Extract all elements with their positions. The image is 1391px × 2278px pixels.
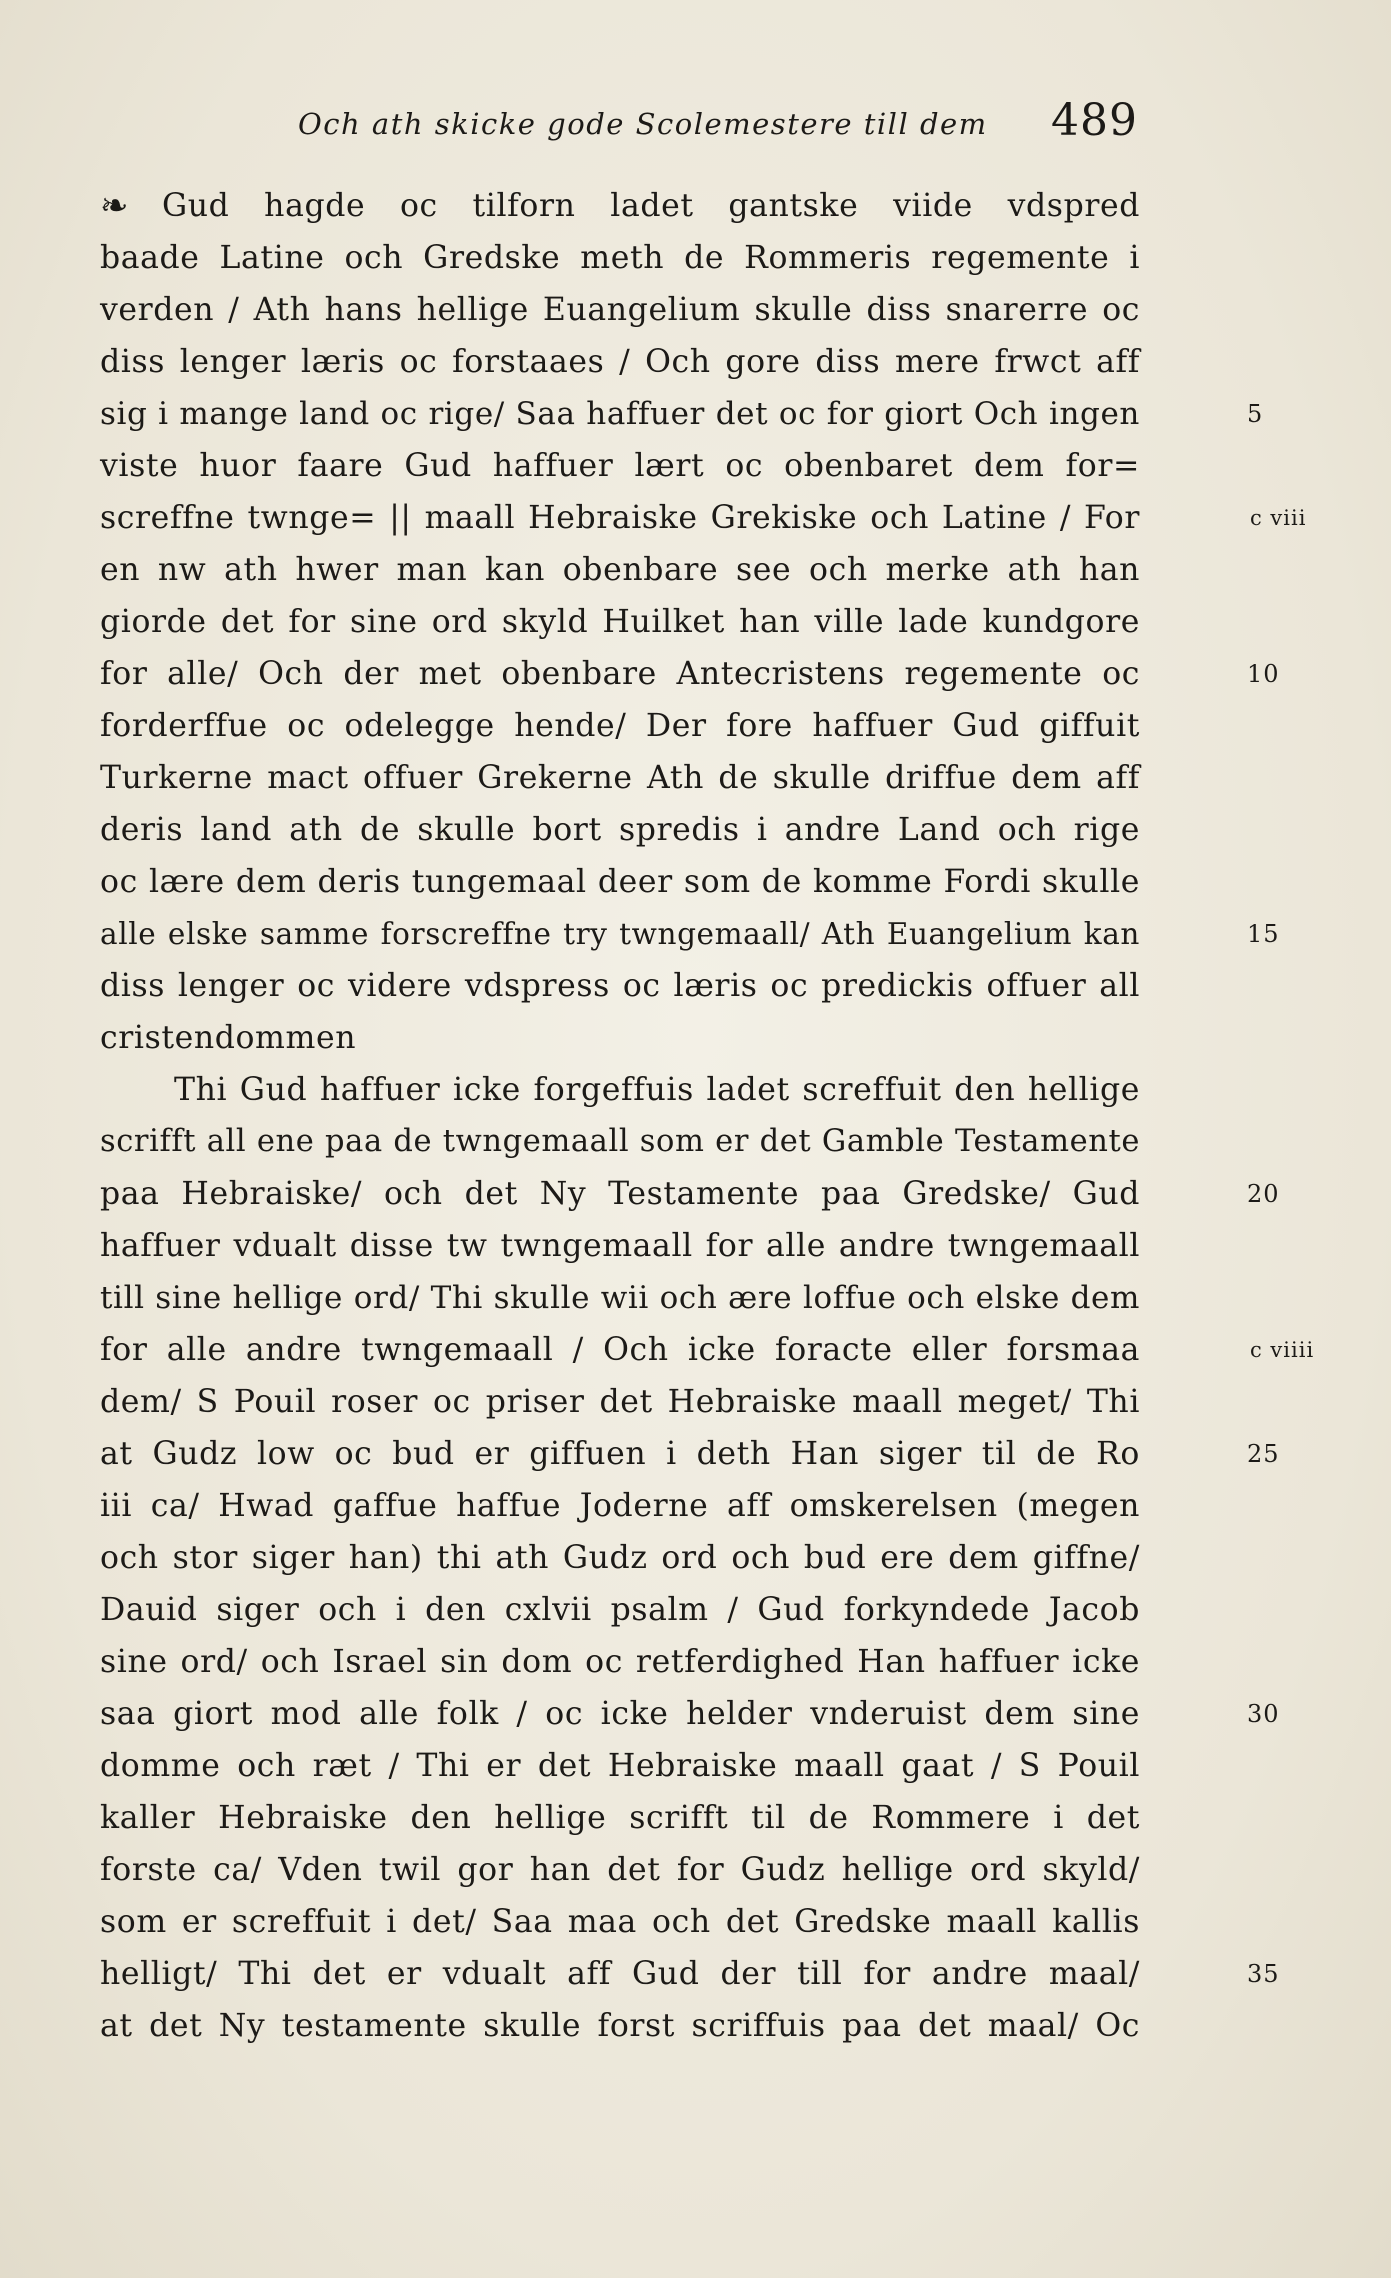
text-line: baade Latine och Gredske meth de Rommeris regemente i <box>100 240 1140 276</box>
folio-mark: c viii <box>1250 506 1307 530</box>
text-line: till sine hellige ord/ Thi skulle wii och ære loffue och elske dem <box>100 1280 1140 1316</box>
text-line: Dauid siger och i den cxlvii psalm / Gud forkyndede Jacob <box>100 1592 1140 1628</box>
text-line: som er screffuit i det/ Saa maa och det Gredske maall kallis <box>100 1904 1140 1940</box>
text-line: verden / Ath hans hellige Euangelium skulle diss snarerre oc <box>100 292 1140 328</box>
text-line: haffuer vdualt disse tw twngemaall for alle andre twngemaall <box>100 1228 1140 1264</box>
line-number: 5 <box>1247 400 1264 428</box>
line-number: 20 <box>1247 1180 1280 1208</box>
page-number: 489 <box>1051 95 1138 146</box>
text-line: diss lenger læris oc forstaaes / Och gore diss mere frwct aff <box>100 344 1140 380</box>
body-text <box>100 180 1315 2052</box>
text-line: kaller Hebraiske den hellige scrifft til de Rommere i det <box>100 1800 1140 1836</box>
text-line: forderffue oc odelegge hende/ Der fore haffuer Gud giffuit <box>100 708 1140 744</box>
text-line: cristendommen <box>100 1020 357 1056</box>
text-line: domme och ræt / Thi er det Hebraiske maall gaat / S Pouil <box>100 1748 1140 1784</box>
text-line: Turkerne mact offuer Grekerne Ath de skulle driffue dem aff <box>100 760 1140 796</box>
text-line: oc lære dem deris tungemaal deer som de komme Fordi skulle <box>100 864 1140 900</box>
line-number: 35 <box>1247 1960 1280 1988</box>
running-head: Och ath skicke gode Scolemestere till dem <box>298 107 988 141</box>
line-number: 30 <box>1247 1700 1280 1728</box>
line-number: 10 <box>1247 660 1280 688</box>
text-line: giorde det for sine ord skyld Huilket han ville lade kundgore <box>100 604 1140 640</box>
text-line: at det Ny testamente skulle forst scriffuis paa det maal/ Oc <box>100 2008 1140 2044</box>
text-line: helligt/ Thi det er vdualt aff Gud der till for andre maal/ 35 <box>100 1956 1280 1992</box>
text-line: och stor siger han) thi ath Gudz ord och bud ere dem giffne/ <box>100 1540 1140 1576</box>
paragraph-ornament-icon: ❧ <box>100 186 130 226</box>
folio-mark: c viiii <box>1250 1338 1315 1362</box>
text-line: iii ca/ Hwad gaffue haffue Joderne aff omskerelsen (megen <box>100 1488 1140 1524</box>
text-line: deris land ath de skulle bort spredis i andre Land och rige <box>100 812 1140 848</box>
text-line: viste huor faare Gud haffuer lært oc obenbaret dem for= <box>100 448 1140 484</box>
text-line: for alle andre twngemaall / Och icke foracte eller forsmaa c viiii <box>100 1324 1140 1376</box>
text-line: Thi Gud haffuer icke forgeffuis ladet screffuit den hellige <box>174 1072 1140 1108</box>
text-line: dem/ S Pouil roser oc priser det Hebraiske maall meget/ Thi <box>100 1384 1140 1420</box>
text-line: ❧ Gud hagde oc tilforn ladet gantske viide vdspred <box>100 180 1140 232</box>
text-line: forste ca/ Vden twil gor han det for Gudz hellige ord skyld/ <box>100 1852 1140 1888</box>
line-number: 15 <box>1247 920 1280 948</box>
text-line: en nw ath hwer man kan obenbare see och merke ath han <box>100 552 1140 588</box>
text-line: diss lenger oc videre vdspress oc læris oc predickis offuer all <box>100 968 1140 1004</box>
text-line: sig i mange land oc rige/ Saa haffuer det oc for giort Och ingen 5 <box>100 396 1264 432</box>
text-line: screffne twnge= || maall Hebraiske Grekiske och Latine / For c viii <box>100 492 1140 544</box>
text-line: for alle/ Och der met obenbare Antecristens regemente oc 10 <box>100 656 1280 692</box>
text-line: scrifft all ene paa de twngemaall som er det Gamble Testamente <box>100 1124 1140 1159</box>
text-line: sine ord/ och Israel sin dom oc retferdighed Han haffuer icke <box>100 1644 1140 1680</box>
text-line: saa giort mod alle folk / oc icke helder vnderuist dem sine 30 <box>100 1696 1280 1732</box>
text-line: at Gudz low oc bud er giffuen i deth Han siger til de Ro 25 <box>100 1436 1280 1472</box>
text-line: alle elske samme forscreffne try twngemaall/ Ath Euangelium kan 15 <box>100 917 1280 951</box>
line-number: 25 <box>1247 1440 1280 1468</box>
page-header <box>108 95 1138 155</box>
text-line: paa Hebraiske/ och det Ny Testamente paa Gredske/ Gud 20 <box>100 1176 1280 1212</box>
